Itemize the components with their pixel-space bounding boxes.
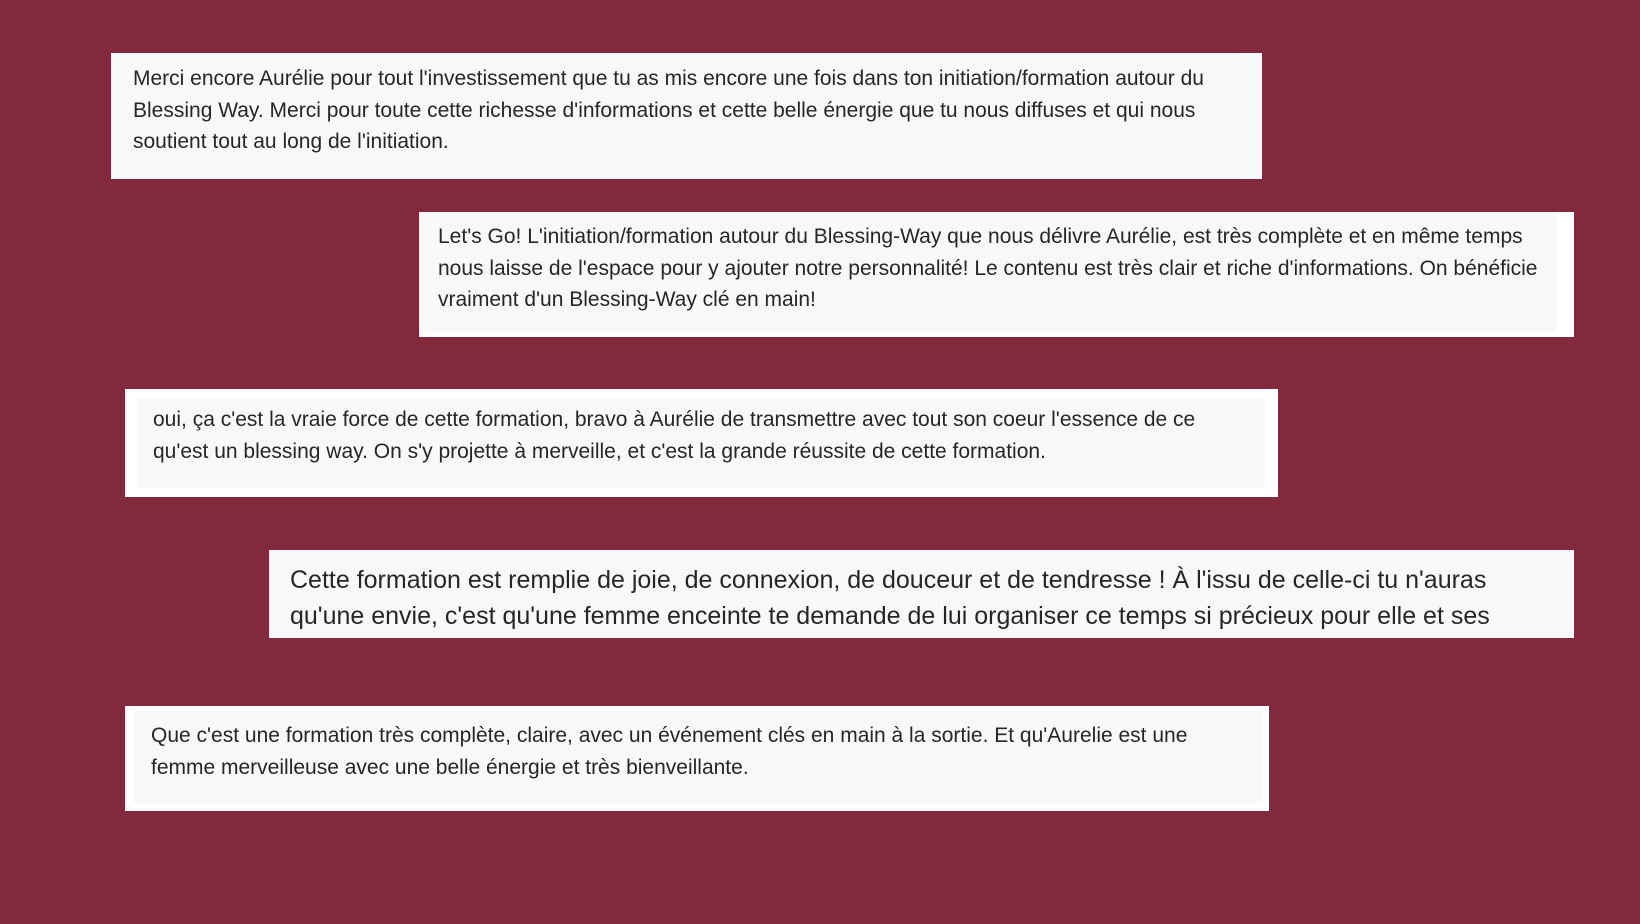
testimonial-card-4: [269, 550, 1574, 638]
testimonial-card-3: [125, 389, 1278, 497]
testimonial-text-3: oui, ça c'est la vraie force de cette formation, bravo à Aurélie de transmettre avec tout son coeur l'essence de ce qu'est un blessing way. On s'y projette à merveille, et c'est la grande réussite de cette formation.: [153, 408, 1196, 463]
testimonial-box-2: [419, 212, 1557, 331]
testimonial-text-5: Que c'est une formation très complète, claire, avec un événement clés en main à la sortie. Et qu'Aurelie est une femme merveilleuse avec une belle énergie et très bienveillante.: [151, 724, 1188, 779]
testimonial-text-2: Let's Go! L'initiation/formation autour du Blessing-Way que nous délivre Aurélie, est très complète et en même temps nous laisse de l'espace pour y ajouter notre personnalité! Le contenu est très clair et riche d'informations. On bénéficie vraiment d'un Blessing-Way clé en main!: [438, 225, 1538, 311]
testimonial-card-1: [111, 53, 1262, 179]
testimonial-card-2: [419, 212, 1574, 337]
testimonial-box-1: [111, 53, 1262, 179]
testimonial-text-1: Merci encore Aurélie pour tout l'investissement que tu as mis encore une fois dans ton initiation/formation autour du Blessing Way. Merci pour toute cette richesse d'informations et cette belle énergie que tu nous diffuses et qui nous soutient tout au long de l'initiation.: [133, 67, 1204, 153]
testimonial-box-3: [137, 398, 1265, 488]
testimonial-card-5: [125, 706, 1269, 811]
testimonial-box-4: [269, 550, 1574, 638]
testimonial-text-4: Cette formation est remplie de joie, de connexion, de douceur et de tendresse ! À l'issu de celle-ci tu n'auras qu'une envie, c'est qu'une femme enceinte te demande de lui organiser ce temps si précieux pour elle et ses: [290, 566, 1490, 630]
testimonial-box-5: [134, 711, 1262, 803]
